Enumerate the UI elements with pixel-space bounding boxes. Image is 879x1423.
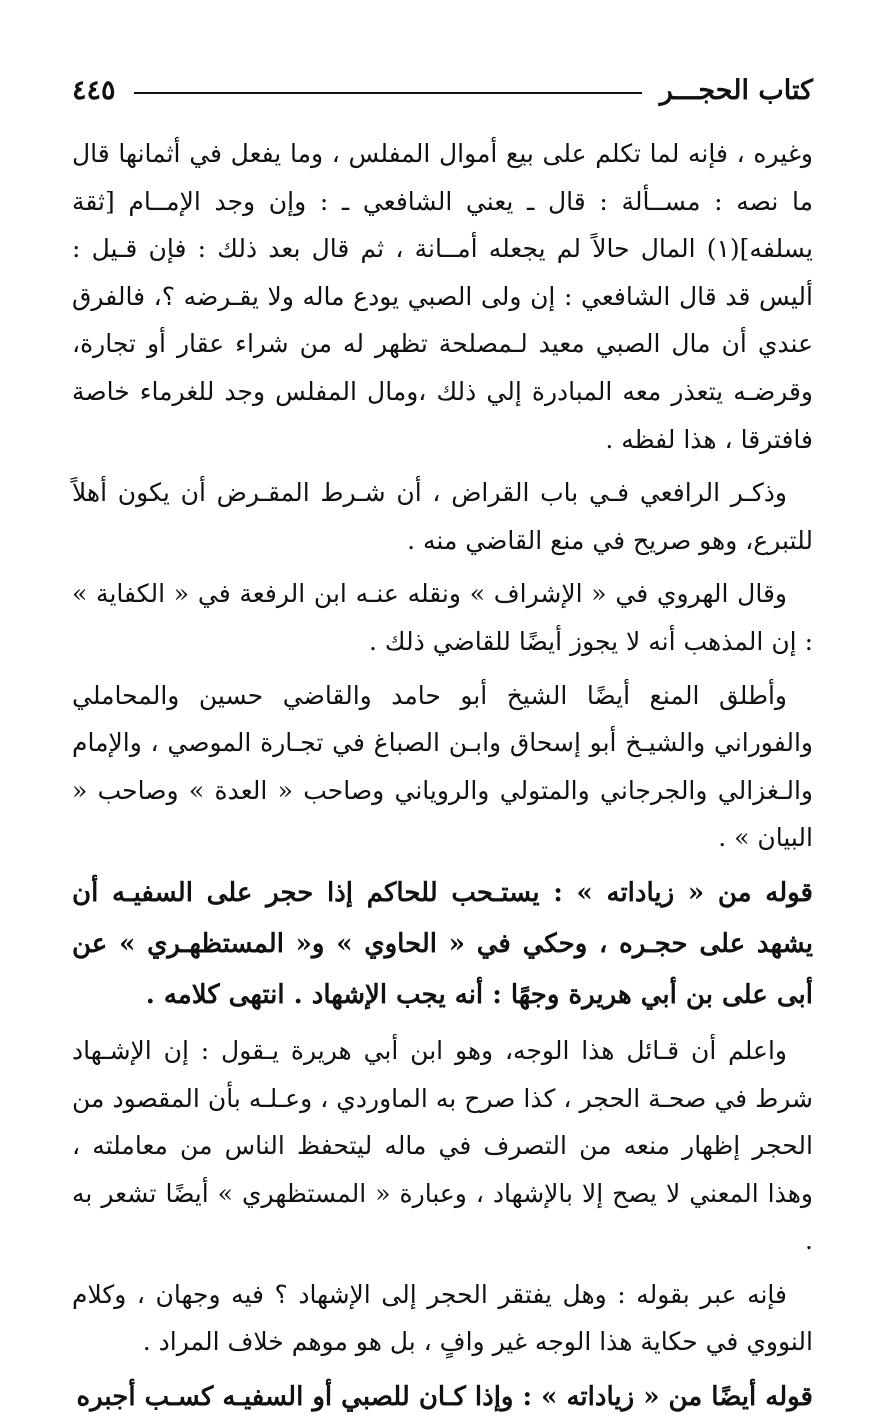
page-number: ٤٤٥ (72, 74, 116, 106)
paragraph-text: وقال الهروي في « الإشراف » ونقله عنـه ابن الرفعة في « الكفاية » : إن المذهب أنه لا يجوز أيضًا للقاضي ذلك . (72, 579, 813, 656)
paragraph-1 (72, 130, 813, 463)
paragraph-text: قوله أيضًا من « زياداته » : وإذا كـان للصبي أو السفيـه كسـب أجبره (76, 1382, 813, 1413)
paragraph-text: واعلم أن قـائل هذا الوجه، وهو ابن أبي هريرة يـقول : إن الإشـهاد شرط في صحـة الحجر ، كذا صرح به الماوردي ، وعـلـه بأن المقصود من الحجر إظهار منعه من التصرف في ماله ليتحفظ الناس من معاملته ، وهذا المعني لا يصح إلا بالإشهاد ، وعبارة « المستظهري » أيضًا تشعر به . (72, 1035, 813, 1256)
header-rule (134, 92, 642, 94)
paragraph-3 (72, 570, 813, 665)
paragraph-8-quote (72, 1372, 813, 1423)
page-body (72, 130, 813, 1423)
paragraph-4 (72, 672, 813, 862)
paragraph-text: وغيره ، فإنه لما تكلم على بيع أموال المفلس ، وما يفعل في أثمانها قال ما نصه : مســألة : قال ـ يعني الشافعي ـ : وإن وجد الإمــام [ثقة يسلفه](١) المال حالاً لم يجعله أمــانة ، ثم قال بعد ذلك : فإن قـيل : أليس قد قال الشافعي : إن ولى الصبي يودع ماله ولا يقـرضه ؟، فالفرق عندي أن مال الصبي معيد لـمصلحة تظهر له من شراء عقار أو تجارة، وقرضـه يتعذر معه المبادرة إلي ذلك ،ومال المفلس وجد للغرماء خاصة فافترقا ، هذا لفظه . (72, 139, 813, 454)
paragraph-text: وأطلق المنع أيضًا الشيخ أبو حامد والقاضي حسين والمحاملي والفوراني والشيـخ أبو إسحاق وابـن الصباغ في تجـارة الموصي ، والإمام والـغزالي والجرجاني والمتولي والروياني وصاحب « العدة » وصاحب « البيان » . (72, 680, 813, 853)
paragraph-2 (72, 469, 813, 564)
paragraph-5-quote (72, 868, 813, 1021)
paragraph-text: فإنه عبر بقوله : وهل يفتقر الحجر إلى الإشهاد ؟ فيه وجهان ، وكلام النووي في حكاية هذا الوجه غير وافٍ ، بل هو موهم خلاف المراد . (72, 1279, 813, 1357)
paragraph-text: قوله من « زياداته » : يستـحب للحاكم إذا حجر على السفيـه أن يشهد على حجـره ، وحكي في « الحاوي » و« المستظهـري » عن أبى على بن أبي هريرة وجهًا : أنه يجب الإشهاد . انتهى كلامه . (72, 877, 813, 1010)
page-header (72, 68, 813, 112)
paragraph-text: وذكـر الرافعي فـي باب القراض ، أن شـرط المقـرض أن يكون أهلاً للتبرع، وهو صريح في منع القاضي منه . (72, 478, 813, 555)
paragraph-7 (72, 1271, 813, 1366)
paragraph-6 (72, 1027, 813, 1265)
running-title: كتاب الحجـــر (659, 74, 813, 106)
